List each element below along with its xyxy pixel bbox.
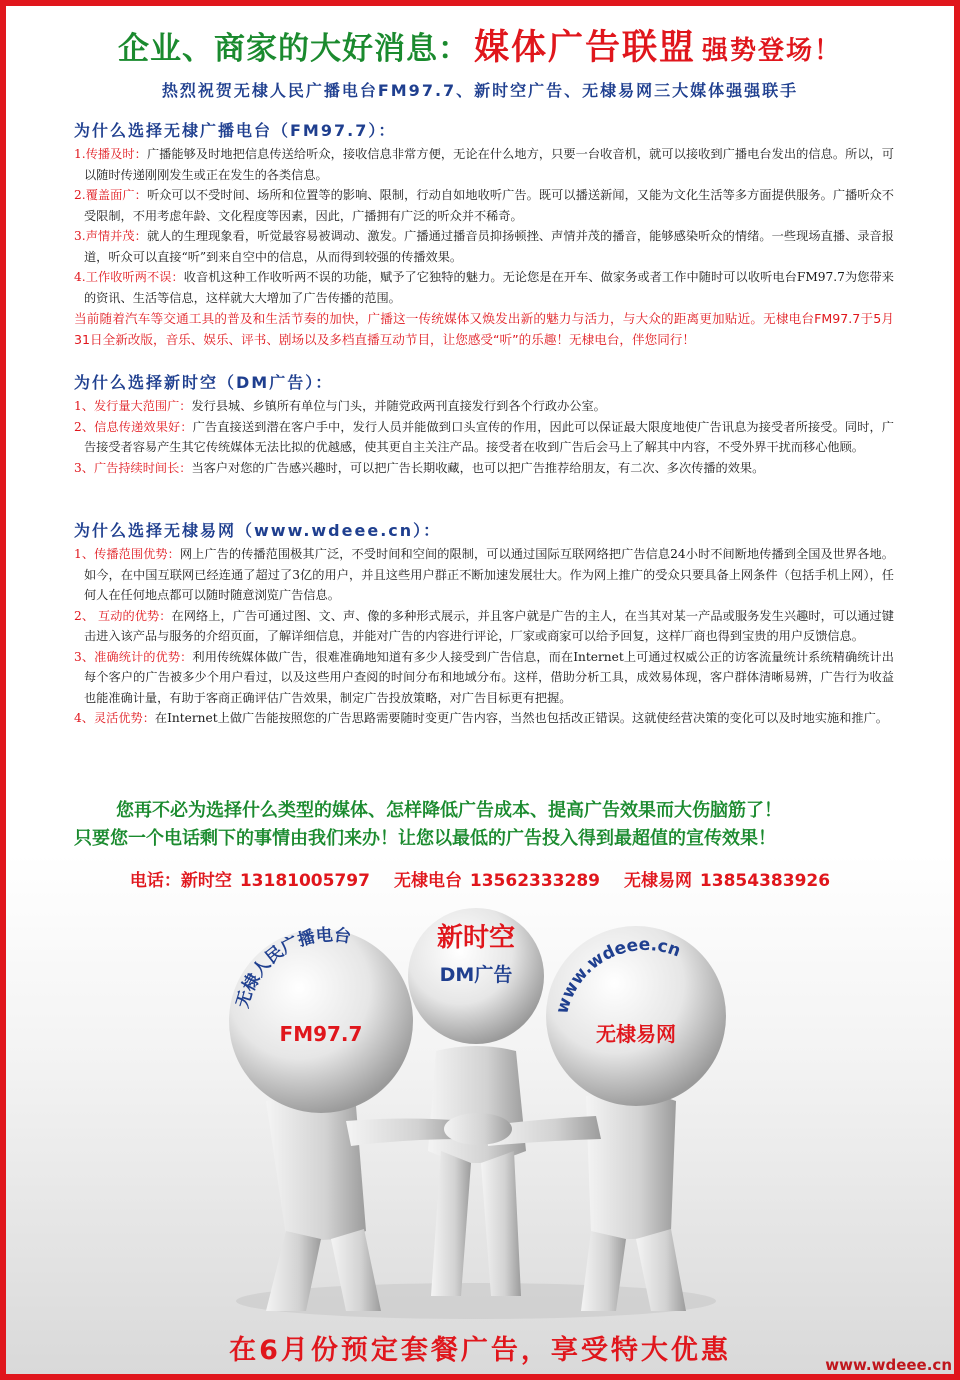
- watermark: www.wdeee.cn: [825, 1356, 952, 1374]
- subheadline: 热烈祝贺无棣人民广播电台FM97.7、新时空广告、无棣易网三大媒体强强联手: [161, 81, 799, 100]
- web-item-text: 在Internet上做广告能按照您的广告思路需要随时变更广告内容，当然也包括改正错误。这就使经营决策的变化可以及时地实施和推广。: [154, 711, 888, 725]
- slogan-line-2: 只要您一个电话剩下的事情由我们来办！让您以最低的广告投入得到最超值的宣传效果！: [74, 828, 776, 849]
- radio-item-text: 听众可以不受时间、场所和位置等的影响、限制，行动自如地收听广告。既可以播送新闻，又能为文化生活等多方面提供服务。广播听众不受限制，不用考虑年龄、文化程度等因素，因此，广播拥有广泛的听众并不稀奇。: [84, 188, 894, 223]
- radio-title: 为什么选择无棣广播电台（FM97.7）：: [74, 121, 397, 140]
- radio-section: [74, 118, 894, 350]
- dm-item-label: 2、信息传递效果好：: [74, 419, 193, 434]
- dm-title: 为什么选择新时空（DM广告）：: [74, 373, 334, 392]
- radio-item-4: [74, 267, 894, 308]
- center-top-label: 新时空: [436, 923, 516, 953]
- web-item-text: 利用传统媒体做广告，很难准确地知道有多少人接受到广告信息，而在Internet上可通过权威公正的访客流量统计系统精确统计出每个客户的广告被多少个用户看过，以及这些用户查阅的时间分布和地域分布。这样，借助分析工具，成效易体现，客户群体清晰易辨，广告行为收益也能准确计量，有助于客商正确评估广告效果，制定广告投放策略，对广告目标更有把握。: [84, 649, 894, 705]
- web-item-3: [74, 647, 894, 709]
- radio-item-1: [74, 144, 894, 185]
- dm-section: [74, 370, 894, 478]
- right-main-label: 无棣易网: [596, 1022, 676, 1046]
- joined-hands: [444, 1113, 512, 1145]
- headline-part2: 媒体广告联盟: [473, 28, 696, 68]
- web-item-label: 3、准确统计的优势：: [74, 649, 193, 664]
- dm-item-label: 1、发行量大范围广：: [74, 399, 192, 413]
- web-item-label: 1、传播范围优势：: [74, 547, 180, 561]
- dm-item-1: [74, 396, 894, 417]
- web-item-label: 2、 互动的优势：: [74, 608, 172, 623]
- web-item-label: 4、灵活优势：: [74, 711, 155, 725]
- headline: [6, 20, 954, 70]
- center-main-label: DM广告: [439, 964, 513, 986]
- web-title: 为什么选择无棣易网（www.wdeee.cn）：: [74, 521, 442, 540]
- web-item-1: [74, 544, 894, 606]
- radio-item-label: 4.工作收听两不误：: [74, 270, 184, 284]
- web-item-text: 在网络上，广告可通过图、文、声、像的多种形式展示，并且客户就是广告的主人，在当其对某一产品或服务发生兴趣时，可以通过键击进入该产品与服务的介绍页面，了解详细信息，并能对广告的内容进行评论，厂家或商家可以给予回复，这样厂商也得到宝贵的用户反馈信息。: [84, 608, 894, 643]
- left-arc-text: 无棣人民广播电台: [232, 925, 353, 1011]
- footer-promo: 在6月份预定套餐广告，享受特大优惠: [229, 1335, 731, 1366]
- web-section: [74, 518, 894, 729]
- web-item-4: [74, 708, 894, 729]
- contact-radio: 无棣电台 13562333289: [393, 871, 601, 891]
- dm-item-text: 当客户对您的广告感兴趣时，可以把广告长期收藏，也可以把广告推荐给朋友，有二次、多次传播的效果。: [191, 460, 765, 475]
- dm-item-3: [74, 458, 894, 479]
- contact-xinshikong: 新时空 13181005797: [180, 871, 370, 891]
- left-main-label: FM97.7: [279, 1022, 363, 1046]
- poster: [6, 6, 954, 1374]
- dm-item-text: 发行县城、乡镇所有单位与门头，并随党政两刊直接发行到各个行政办公室。: [191, 399, 606, 413]
- radio-item-2: [74, 185, 894, 226]
- radio-item-text: 收音机这种工作收听两不误的功能，赋予了它独特的魅力。无论您是在开车、做家务或者工作中随时可以收听电台FM97.7为您带来的资讯、生活等信息，这样就大大增加了广告传播的范围。: [84, 270, 894, 305]
- radio-item-text: 广播能够及时地把信息传送给听众，接收信息非常方便，无论在什么地方，只要一台收音机，就可以接收到广播电台发出的信息。所以，可以随时传递刚刚发生或正在发生的各类信息。: [84, 147, 894, 182]
- web-item-text: 网上广告的传播范围极其广泛，不受时间和空间的限制，可以通过国际互联网络把广告信息24小时不间断地传播到全国及世界各地。如今，在中国互联网已经连通了超过了3亿的用户，并且这些用户群正不断加速发展壮大。作为网上推广的受众只要具备上网条件（包括手机上网），任何人在任何地点都可以随时随意浏览广告信息。: [84, 547, 894, 602]
- dm-item-2: [74, 417, 894, 458]
- radio-item-label: 3.声情并茂：: [74, 229, 147, 243]
- dm-item-label: 3、广告持续时间长：: [74, 460, 192, 475]
- right-arc-text: www.wdeee.cn: [552, 934, 684, 1017]
- contact-prefix: 电话：: [129, 871, 181, 891]
- slogan-line-1: 您再不必为选择什么类型的媒体、怎样降低广告成本、提高广告效果而大伤脑筋了！: [116, 800, 782, 821]
- contact-web: 无棣易网 13854383926: [624, 871, 831, 891]
- contact-phones: [6, 866, 954, 891]
- three-figures-illustration: [196, 901, 756, 1321]
- web-item-2: [74, 606, 894, 647]
- headline-part3: 强势登场！: [702, 36, 843, 66]
- radio-note: 当前随着汽车等交通工具的普及和生活节奏的加快，广播这一传统媒体又焕发出新的魅力与活力，与大众的距离更加贴近。无棣电台FM97.7于5月31日全新改版，音乐、娱乐、评书、剧场以及多档直播互动节目，让您感受“听”的乐趣！无棣电台，伴您同行！: [74, 311, 894, 347]
- radio-item-3: [74, 226, 894, 267]
- dm-item-text: 广告直接送到潜在客户手中，发行人员并能做到口头宣传的作用，因此可以保证最大限度地使广告讯息为接受者所接受。同时，广告接受者容易产生其它传统媒体无法比拟的优越感，使其更自主关注产品。接受者在收到广告后会马上了解其中内容，不受外界干扰而移心他顾。: [84, 419, 894, 454]
- radio-item-label: 1.传播及时：: [74, 147, 147, 161]
- headline-part1: 企业、商家的大好消息：: [117, 31, 470, 67]
- radio-item-label: 2.覆盖面广：: [74, 188, 147, 202]
- radio-item-text: 就人的生理现象看，听觉最容易被调动、激发。广播通过播音员抑扬顿挫、声情并茂的播音，能够感染听众的情绪。一些现场直播、录音报道，听众可以直接“听”到来自空中的信息，从而得到较强的传播效果。: [84, 229, 894, 264]
